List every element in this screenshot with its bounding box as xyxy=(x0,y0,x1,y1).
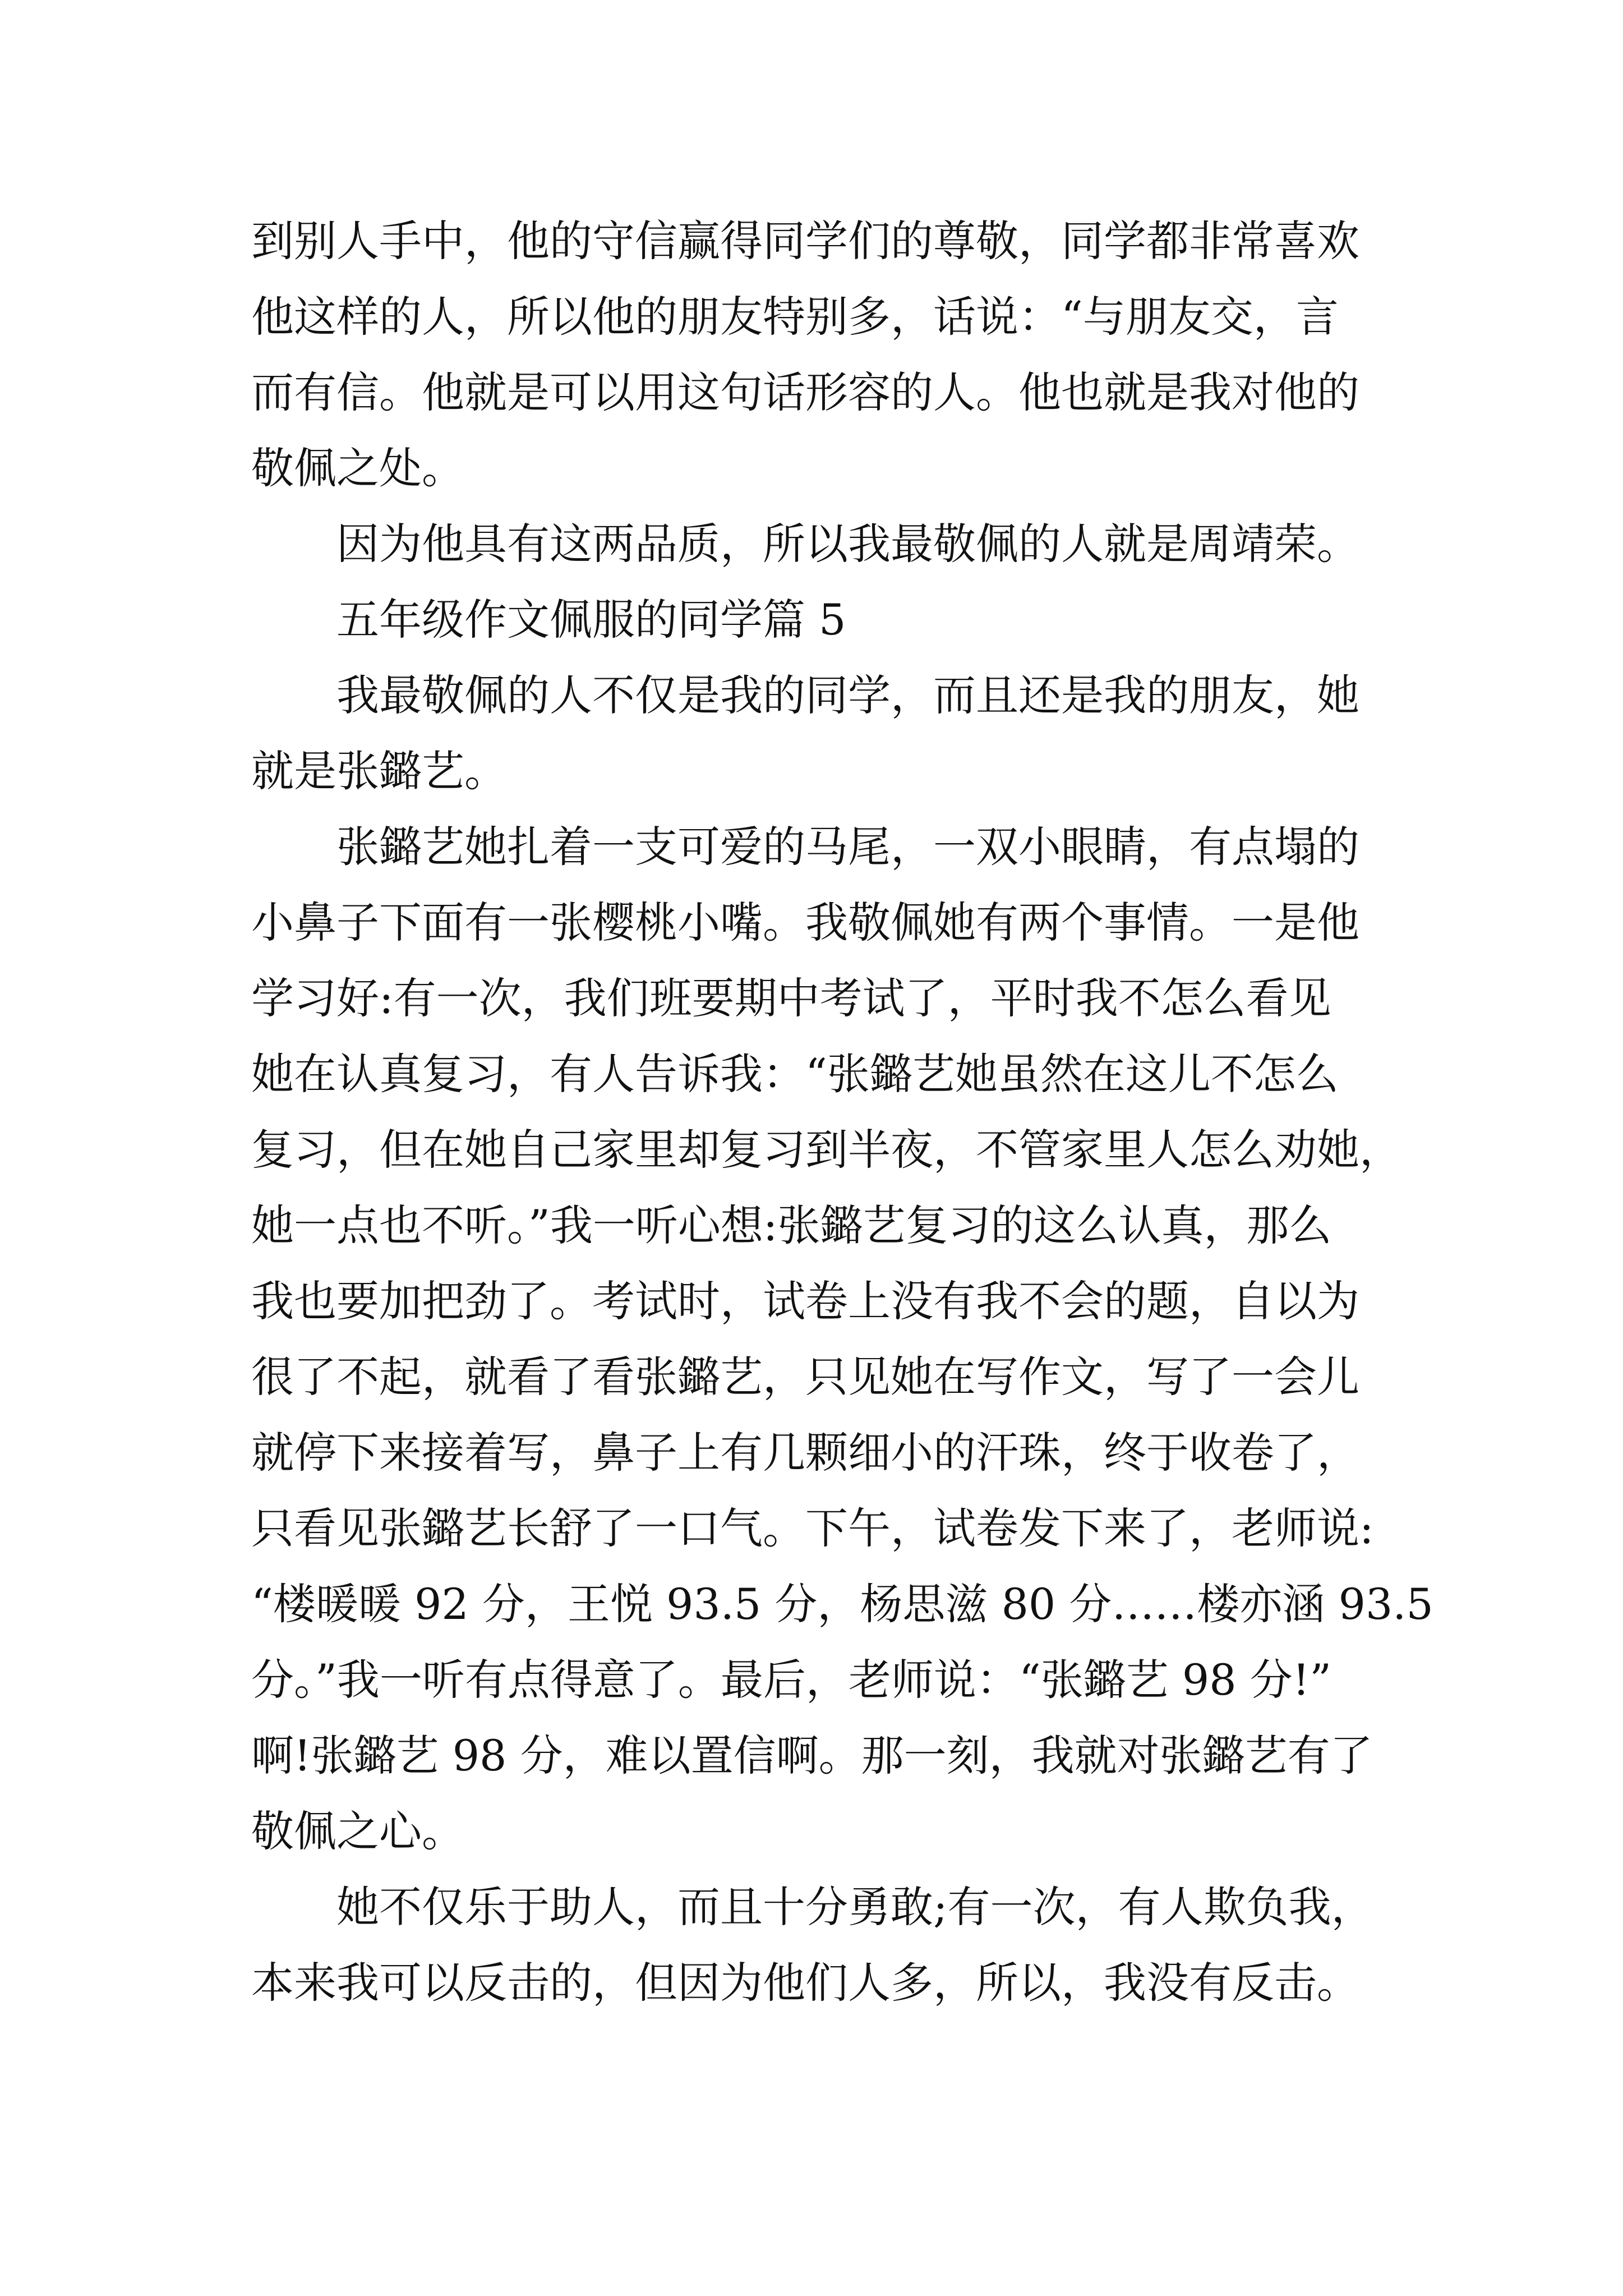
text-line: 就是张鏴艺。 xyxy=(251,746,507,796)
text-line: 她在认真复习，有人告诉我：“张鏴艺她虽然在这儿不怎么 xyxy=(251,1049,1339,1099)
text-line: 本来我可以反击的，但因为他们人多，所以，我没有反击。 xyxy=(251,1958,1359,2008)
text-line: 张鏴艺她扎着一支可爱的马尾，一双小眼睛，有点塌的 xyxy=(336,822,1359,872)
text-line: 小鼻子下面有一张樱桃小嘴。我敬佩她有两个事情。一是他 xyxy=(251,898,1359,947)
text-line: “楼暖暖 92 分，王悦 93.5 分，杨思滋 80 分……楼亦涵 93.5 xyxy=(251,1579,1433,1629)
text-line: 敬佩之处。 xyxy=(251,443,464,493)
section-heading: 五年级作文佩服的同学篇 5 xyxy=(336,595,846,645)
text-line: 我最敬佩的人不仅是我的同学，而且还是我的朋友，她 xyxy=(336,670,1359,720)
text-line: 学习好:有一次，我们班要期中考试了，平时我不怎么看见 xyxy=(251,973,1331,1023)
text-line: 只看见张鏴艺长舒了一口气。下午，试卷发下来了，老师说: xyxy=(251,1503,1374,1553)
text-line: 到别人手中，他的守信赢得同学们的尊敬，同学都非常喜欢 xyxy=(251,216,1359,266)
text-line: 我也要加把劲了。考试时，试卷上没有我不会的题，自以为 xyxy=(251,1276,1359,1326)
document-body xyxy=(251,203,1433,2021)
text-line: 而有信。他就是可以用这句话形容的人。他也就是我对他的 xyxy=(251,367,1359,417)
text-line: 他这样的人，所以他的朋友特别多，话说：“与朋友交，言 xyxy=(251,292,1339,342)
text-line: 很了不起，就看了看张鏴艺，只见她在写作文，写了一会儿 xyxy=(251,1352,1359,1402)
text-line: 分。”我一听有点得意了。最后，老师说：“张鏴艺 98 分!” xyxy=(251,1655,1332,1705)
text-line: 就停下来接着写，鼻子上有几颗细小的汗珠，终于收卷了， xyxy=(251,1428,1359,1478)
text-line: 她不仅乐于助人，而且十分勇敢;有一次，有人欺负我， xyxy=(336,1882,1374,1932)
text-line: 敬佩之心。 xyxy=(251,1806,464,1856)
text-line: 啊!张鏴艺 98 分，难以置信啊。那一刻，我就对张鏴艺有了 xyxy=(251,1731,1373,1780)
text-line: 复习，但在她自己家里却复习到半夜，不管家里人怎么劝她， xyxy=(251,1125,1402,1175)
text-line: 她一点也不听。”我一听心想:张鏴艺复习的这么认真，那么 xyxy=(251,1200,1332,1250)
text-line: 因为他具有这两品质，所以我最敬佩的人就是周靖荣。 xyxy=(336,519,1359,569)
